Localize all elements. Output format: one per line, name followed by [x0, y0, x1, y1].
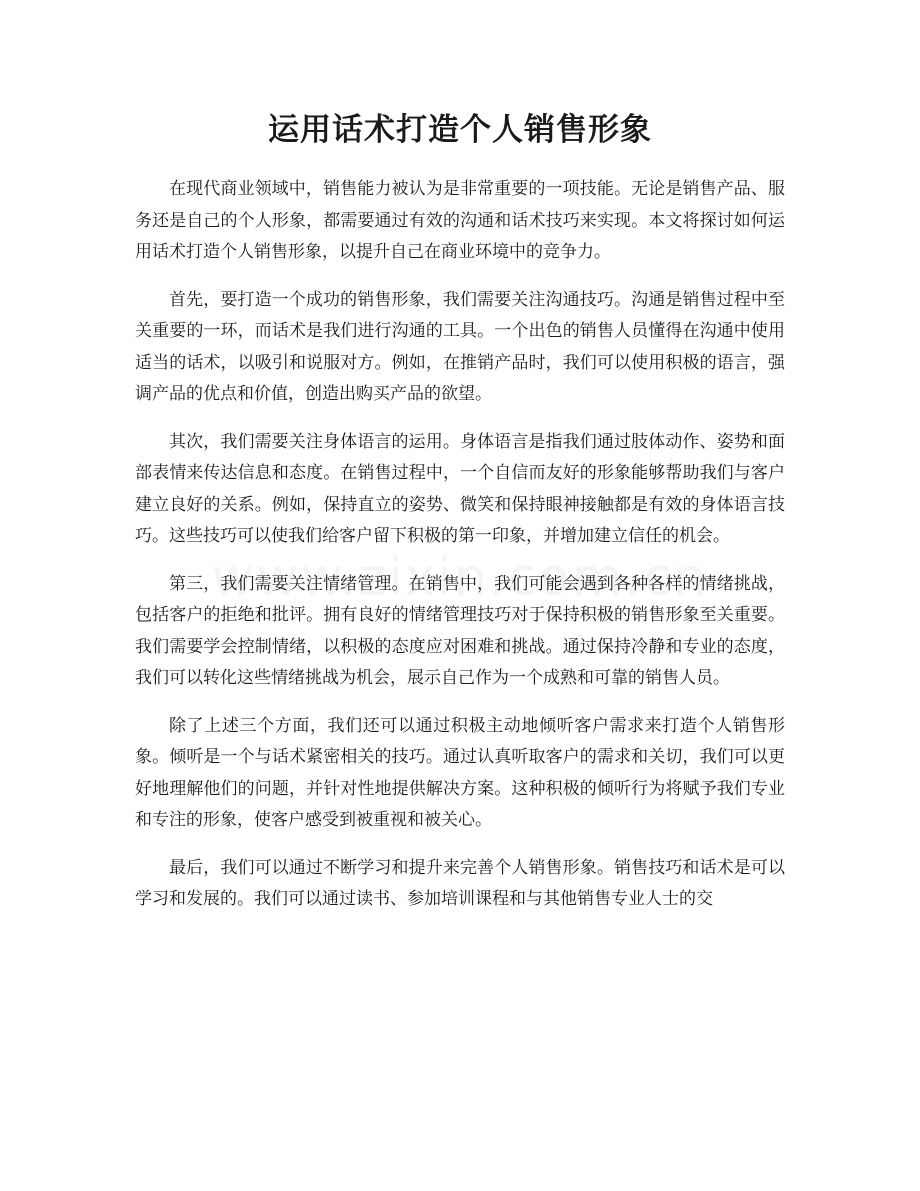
paragraph: 在现代商业领域中，销售能力被认为是非常重要的一项技能。无论是销售产品、服务还是自己的个人形象，都需要通过有效的沟通和话术技巧来实现。本文将探讨如何运用话术打造个人销售形象，以提升自己在商业环境中的竞争力。 — [135, 179, 785, 262]
document-body — [135, 174, 785, 932]
paragraph: 第三，我们需要关注情绪管理。在销售中，我们可能会遇到各种各样的情绪挑战，包括客户的拒绝和批评。拥有良好的情绪管理技巧对于保持积极的销售形象至关重要。我们需要学会控制情绪，以积极的态度应对困难和挑战。通过保持冷静和专业的态度，我们可以转化这些情绪挑战为机会，展示自己作为一个成熟和可靠的销售人员。 — [135, 573, 785, 688]
paragraph: 除了上述三个方面，我们还可以通过积极主动地倾听客户需求来打造个人销售形象。倾听是一个与话术紧密相关的技巧。通过认真听取客户的需求和关切，我们可以更好地理解他们的问题，并针对性地提供解决方案。这种积极的倾听行为将赋予我们专业和专注的形象，使客户感受到被重视和被关心。 — [135, 715, 785, 830]
document-title: 运用话术打造个人销售形象 — [268, 112, 652, 148]
paragraph: 首先，要打造一个成功的销售形象，我们需要关注沟通技巧。沟通是销售过程中至关重要的一环，而话术是我们进行沟通的工具。一个出色的销售人员懂得在沟通中使用适当的话术，以吸引和说服对方。例如，在推销产品时，我们可以使用积极的语言，强调产品的优点和价值，创造出购买产品的欲望。 — [135, 289, 785, 404]
paragraph: 其次，我们需要关注身体语言的运用。身体语言是指我们通过肢体动作、姿势和面部表情来传达信息和态度。在销售过程中，一个自信而友好的形象能够帮助我们与客户建立良好的关系。例如，保持直立的姿势、微笑和保持眼神接触都是有效的身体语言技巧。这些技巧可以使我们给客户留下积极的第一印象，并增加建立信任的机会。 — [135, 431, 785, 546]
paragraph: 最后，我们可以通过不断学习和提升来完善个人销售形象。销售技巧和话术是可以学习和发展的。我们可以通过读书、参加培训课程和与其他销售专业人士的交 — [135, 857, 785, 909]
